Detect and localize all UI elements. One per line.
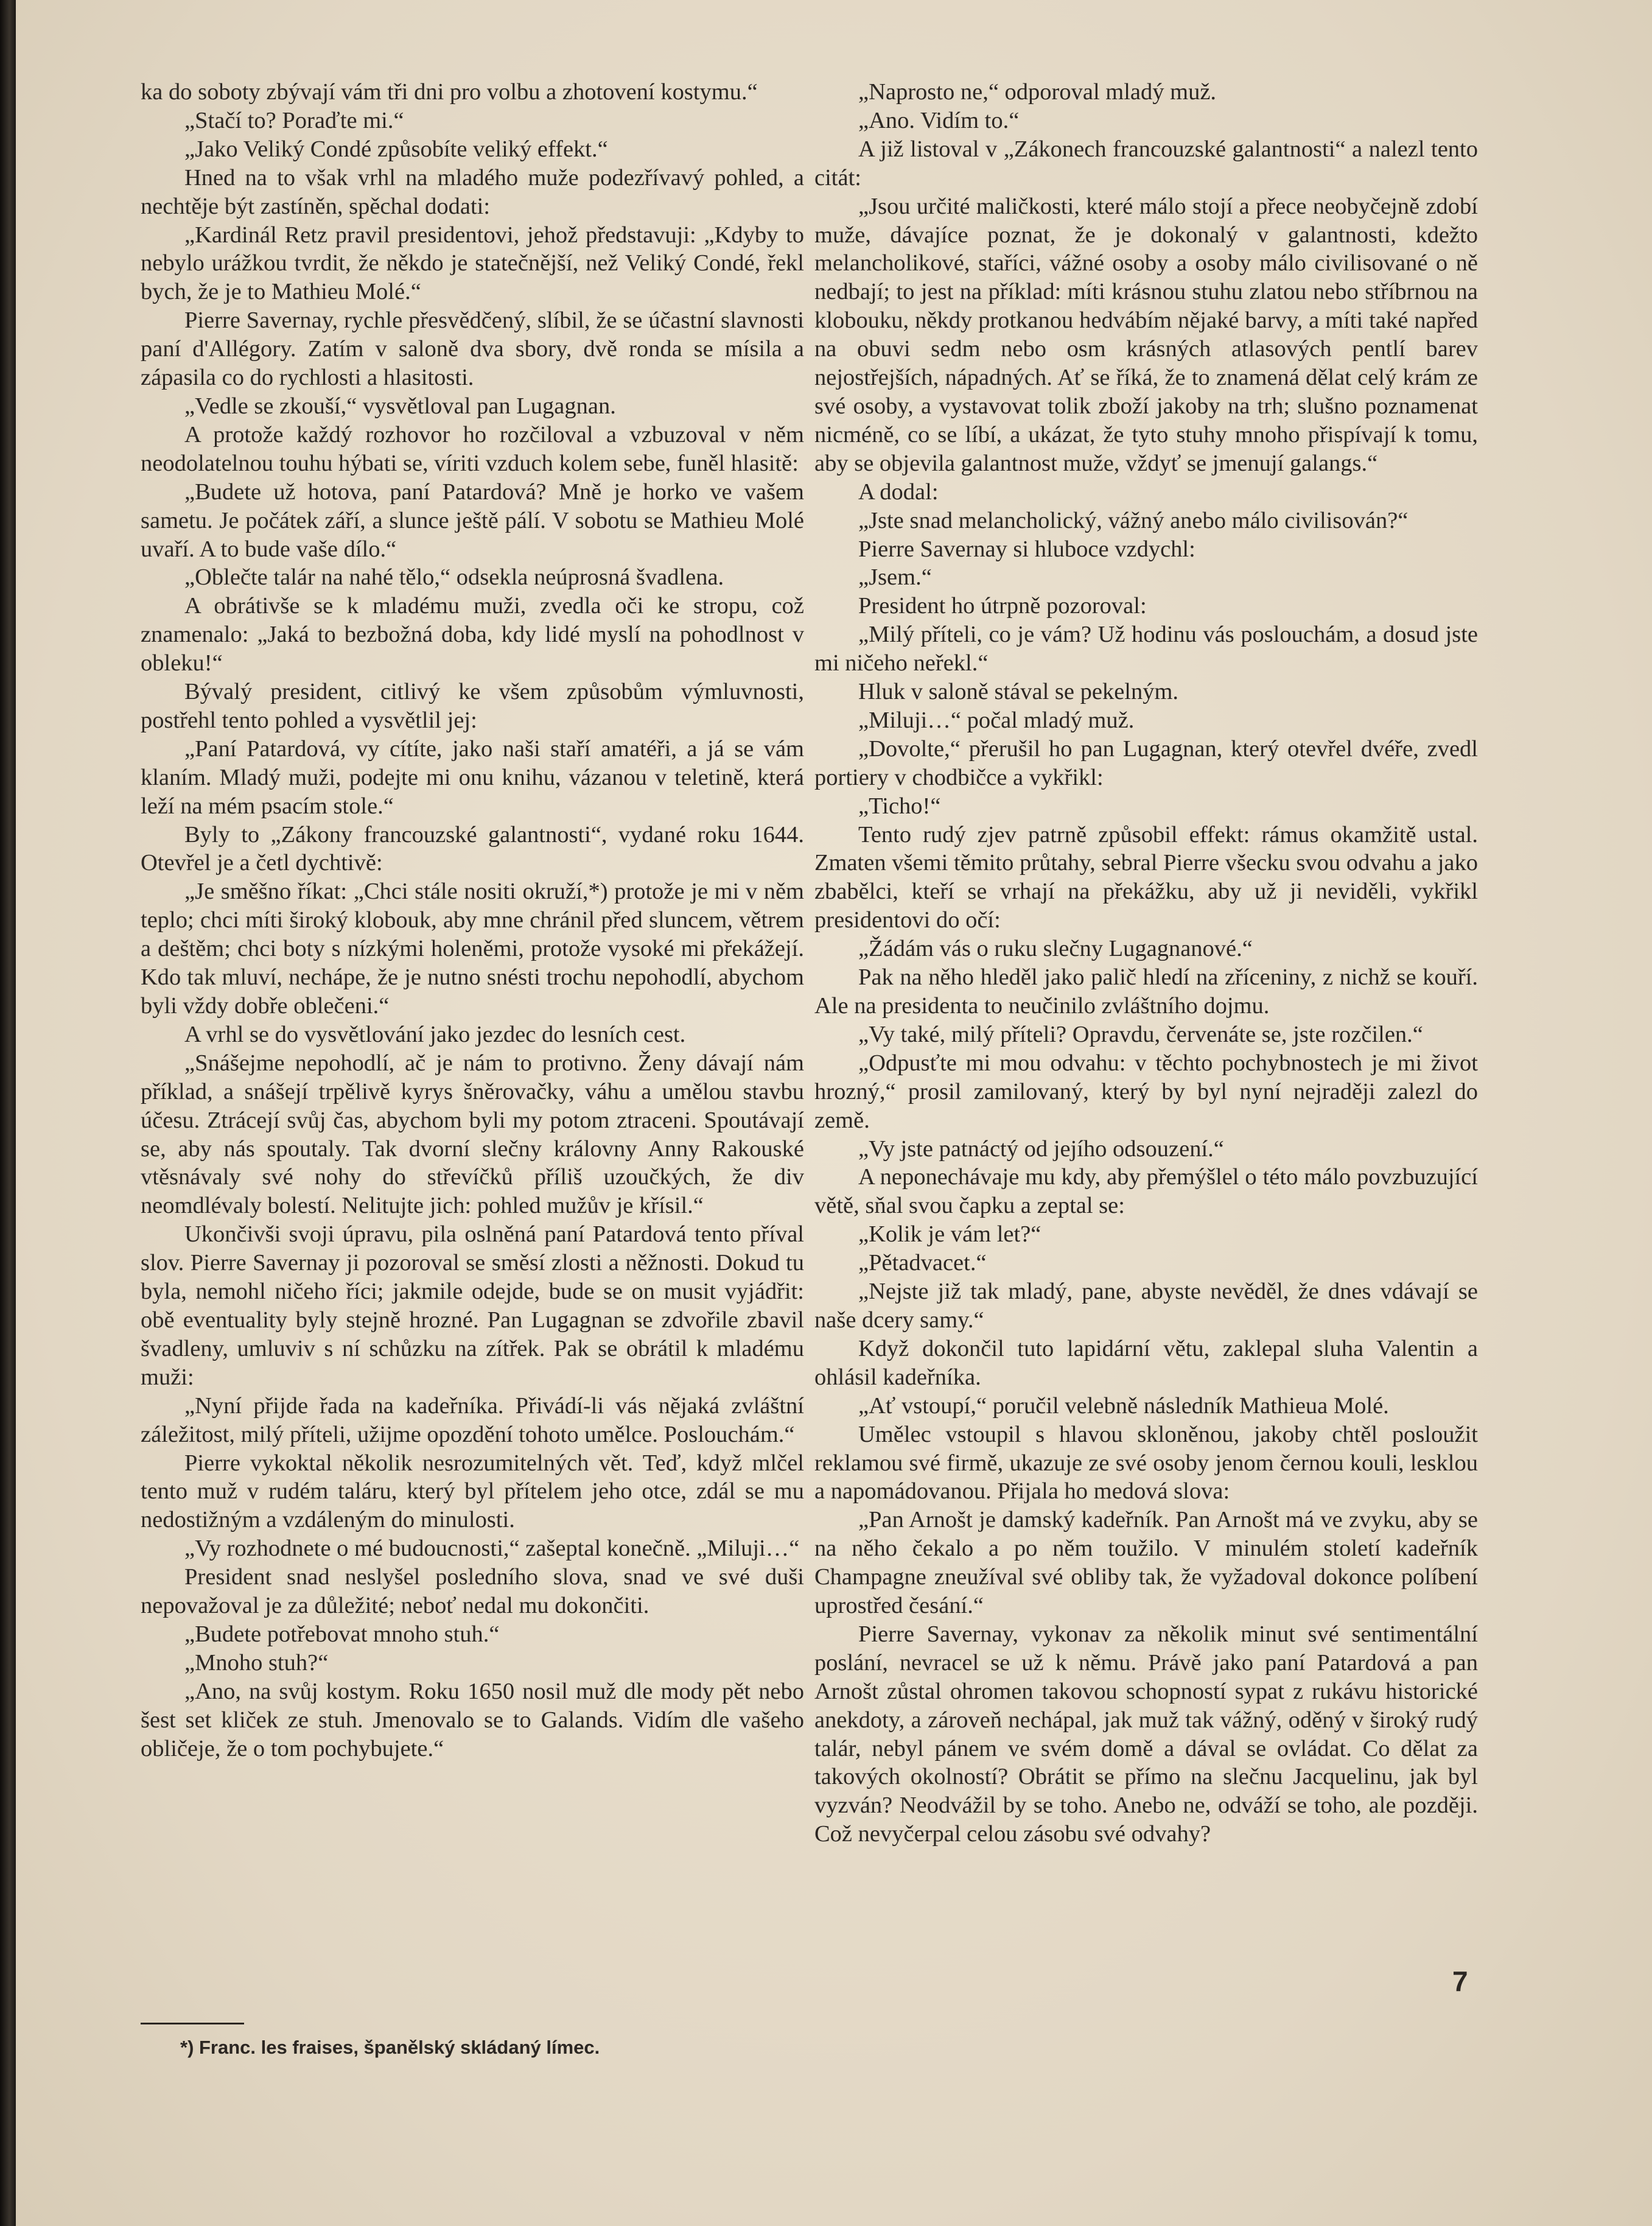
- paragraph: „Nyní přijde řada na kadeřníka. Přivádí-li vás nějaká zvláštní záležitost, milý příteli, užijme opozdění tohoto umělce. Poslouchám.“: [141, 1392, 804, 1447]
- paragraph: A neponechávaje mu kdy, aby přemýšlel o této málo povzbuzující větě, sňal svou čapku a zeptal se:: [814, 1164, 1478, 1219]
- paragraph: „Mnoho stuh?“: [184, 1649, 329, 1676]
- paragraph: „Vy také, milý příteli? Opravdu, červenáte se, jste rozčilen.“: [858, 1021, 1423, 1047]
- paragraph: „Vy jste patnáctý od jejího odsouzení.“: [858, 1136, 1224, 1162]
- paragraph: „Stačí to? Poraďte mi.“: [184, 107, 404, 133]
- paragraph: President ho útrpně pozoroval:: [858, 593, 1147, 619]
- paragraph: „Je směšno říkat: „Chci stále nositi okruží,*) protože je mi v něm teplo; chci míti široký klobouk, aby mne chránil před sluncem, větrem a deštěm; chci boty s nízkými holeněmi, protože vysoké mi překážejí. Kdo tak mluví, nechápe, že je nutno snésti trochu nepohodlí, abychom byli vždy dobře oblečeni.“: [141, 879, 804, 1019]
- footnote: *) Franc. les fraises, španělský skládaný límec.: [180, 2037, 600, 2058]
- paragraph: Umělec vstoupil s hlavou skloněnou, jakoby chtěl posloužit reklamou své firmě, ukazuje ze své osoby jenom černou kouli, lesklou a napomádovanou. Přijala ho medová slova:: [814, 1421, 1478, 1504]
- paragraph: „Pětadvacet.“: [858, 1250, 987, 1276]
- paragraph: „Žádám vás o ruku slečny Lugagnanové.“: [858, 936, 1253, 962]
- paragraph: Hned na to však vrhl na mladého muže podezřívavý pohled, a nechtěje být zastíněn, spěchal dodati:: [141, 164, 804, 219]
- paragraph: „Ano, na svůj kostym. Roku 1650 nosil muž dle mody pět nebo šest set kliček ze stuh. Jmenovalo se to Galands. Vidím dle vašeho obličeje, že o tom pochybujete.“: [141, 1678, 804, 1761]
- paragraph: „Nejste již tak mladý, pane, abyste nevěděl, že dnes vdávají se naše dcery samy.“: [814, 1279, 1478, 1333]
- page-number: 7: [1452, 1965, 1468, 1997]
- paragraph: „Kolik je vám let?“: [858, 1221, 1041, 1248]
- paragraph: Pierre Savernay si hluboce vzdychl:: [858, 536, 1195, 562]
- paragraph: Pierre Savernay, vykonav za několik minut své sentimentální poslání, nevracel se už k němu. Právě jako paní Patardová a pan Arnošt zůstal ohromen takovou schopností sypat z rukávu historické anekdoty, a zároveň nechápal, jak muž tak vážný, oděný v široký rudý talár, nebyl pánem ve svém domě a dával se ovládat. Co dělat za takových okolností? Obrátit se přímo na slečnu Jacquelinu, jak byl vyzván? Neodvážil by se toho. Anebo ne, odváží se toho, ale později. Což nevyčerpal celou zásobu své odvahy?: [814, 1621, 1478, 1847]
- book-page: [16, 0, 1652, 2226]
- paragraph: „Jako Veliký Condé způsobíte veliký effekt.“: [184, 136, 608, 162]
- paragraph: „Miluji…“ počal mladý muž.: [858, 707, 1135, 733]
- paragraph: Bývalý president, citlivý ke všem způsobům výmluvnosti, postřehl tento pohled a vysvětlil jej:: [141, 679, 804, 733]
- paragraph: Hluk v saloně stával se pekelným.: [858, 679, 1179, 705]
- paragraph: Tento rudý zjev patrně způsobil effekt: rámus okamžitě ustal. Zmaten všemi těmito průtahy, sebral Pierre všecku svou odvahu a jako zbabělci, kteří se vrhají na překážku, aby už ji neviděli, vykřikl presidentovi do očí:: [814, 821, 1478, 933]
- paragraph: „Oblečte talár na nahé tělo,“ odsekla neúprosná švadlena.: [184, 564, 724, 591]
- paragraph: Když dokončil tuto lapidární větu, zaklepal sluha Valentin a ohlásil kadeřníka.: [814, 1335, 1478, 1390]
- paragraph: „Paní Patardová, vy cítíte, jako naši staří amatéři, a já se vám klaním. Mladý muži, podejte mi onu knihu, vázanou v teletině, která leží na mém psacím stole.“: [141, 736, 804, 819]
- paragraph: A dodal:: [858, 479, 939, 505]
- footnote-rule: [141, 2023, 244, 2024]
- paragraph: „Kardinál Retz pravil presidentovi, jehož představuji: „Kdyby to nebylo urážkou tvrdit, že někdo je statečnější, než Veliký Condé, řekl bych, že je to Mathieu Molé.“: [141, 222, 804, 305]
- paragraph: President snad neslyšel posledního slova, snad ve své duši nepovažoval je za důležité; neboť nedal mu dokončiti.: [141, 1564, 804, 1619]
- paragraph: A obrátivše se k mladému muži, zvedla oči ke stropu, což znamenalo: „Jaká to bezbožná doba, kdy lidé myslí na pohodlnost v obleku!“: [141, 593, 804, 676]
- paragraph: Pierre Savernay, rychle přesvědčený, slíbil, že se účastní slavnosti paní d'Allégory. Zatím v saloně dva sbory, dvě ronda se mísila a zápasila co do rychlosti a hlasitosti.: [141, 307, 804, 391]
- paragraph: Pak na něho hleděl jako palič hledí na zříceniny, z nichž se kouří. Ale na presidenta to neučinilo zvláštního dojmu.: [814, 964, 1478, 1019]
- paragraph: A protože každý rozhovor ho rozčiloval a vzbuzoval v něm neodolatelnou touhu hýbati se, víriti vzduch kolem sebe, funěl hlasitě:: [141, 421, 804, 476]
- paragraph: „Ticho!“: [858, 793, 941, 819]
- paragraph: „Budete už hotova, paní Patardová? Mně je horko ve vašem sametu. Je počátek září, a slunce ještě pálí. V sobotu se Mathieu Molé uvaří. A to bude vaše dílo.“: [141, 479, 804, 562]
- paragraph: Ukončivši svoji úpravu, pila oslněná paní Patardová tento příval slov. Pierre Savernay ji pozoroval se směsí zlosti a něžnosti. Dokud tu byla, nemohl ničeho říci; jakmile odejde, bude se on musit vyjádřit: obě eventuality byly stejně hrozné. Pan Lugagnan se zdvořile zbavil švadleny, umluviv s ní schůzku na zítřek. Pak se obrátil k mladému muži:: [141, 1221, 804, 1390]
- paragraph: „Jsou určité maličkosti, které málo stojí a přece neobyčejně zdobí muže, dávajíce poznat, že je dokonalý v galantnosti, kdežto melancholikové, staříci, vážné osoby a osoby málo civilisované o ně nedbají; to jest na příklad: míti krásnou stuhu zlatou nebo stříbrnou na klobouku, někdy protkanou hedvábím nějaké barvy, a míti také napřed na obuvi sedm nebo osm krásných atlasových pentlí barev nejostřejších, nápadných. Ať se říká, že to znamená dělat celý krám ze své osoby, a vystavovat tolik zboží jakoby na trh; slušno poznamenat nicméně, co se líbí, a ukázat, že tyto stuhy mnoho přispívají k tomu, aby se objevila galantnost muže, vždyť se jmenují galangs.“: [814, 193, 1478, 476]
- paragraph: „Vy rozhodnete o mé budoucnosti,“ zašeptal konečně. „Miluji…“: [184, 1536, 800, 1562]
- paragraph: „Snášejme nepohodlí, ač je nám to protivno. Ženy dávají nám příklad, a snášejí trpělivě kyrys šněrovačky, váhu a umělou stavbu účesu. Ztrácejí svůj čas, abychom byli my potom ztraceni. Spoutávají se, aby nás spoutaly. Tak dvorní slečny královny Anny Rakouské vtěsnávaly své nohy do střevíčků příliš uzoučkých, že div neomdlévaly bolestí. Nelitujte jich: pohled mužův je křísil.“: [141, 1050, 804, 1219]
- paragraph: „Jsem.“: [858, 564, 932, 591]
- book-binding-edge: [0, 0, 16, 2226]
- paragraph: ka do soboty zbývají vám tři dni pro volbu a zhotovení kostymu.“: [141, 79, 758, 105]
- paragraph: „Pan Arnošt je damský kadeřník. Pan Arnošt má ve zvyku, aby se na něho čekalo a po něm toužilo. V minulém století kadeřník Champagne zneužíval své obliby tak, že vyžadoval dokonce políbení uprostřed česání.“: [814, 1507, 1478, 1619]
- paragraph: A již listoval v „Zákonech francouzské galantnosti“ a nalezl tento citát:: [814, 136, 1478, 191]
- paragraph: „Ať vstoupí,“ poručil velebně následník Mathieua Molé.: [858, 1392, 1389, 1419]
- paragraph: „Dovolte,“ přerušil ho pan Lugagnan, který otevřel dvéře, zvedl portiery v chodbičce a vykřikl:: [814, 736, 1478, 790]
- right-text-column: [814, 78, 1478, 1849]
- paragraph: Byly to „Zákony francouzské galantnosti“, vydané roku 1644. Otevřel je a četl dychtivě:: [141, 821, 804, 876]
- paragraph: „Ano. Vidím to.“: [858, 107, 1020, 133]
- paragraph: „Budete potřebovat mnoho stuh.“: [184, 1621, 500, 1647]
- paragraph: Pierre vykoktal několik nesrozumitelných vět. Teď, když mlčel tento muž v rudém taláru, který byl přítelem jeho otce, zdál se mu nedostižným a vzdáleným do minulosti.: [141, 1450, 804, 1533]
- paragraph: „Odpusťte mi mou odvahu: v těchto pochybnostech je mi život hrozný,“ prosil zamilovaný, který by byl nyní nejraději zalezl do země.: [814, 1050, 1478, 1133]
- paragraph: „Jste snad melancholický, vážný anebo málo civilisován?“: [858, 507, 1409, 533]
- left-text-column: [141, 78, 804, 1763]
- paragraph: A vrhl se do vysvětlování jako jezdec do lesních cest.: [184, 1021, 686, 1047]
- paragraph: „Naprosto ne,“ odporoval mladý muž.: [858, 79, 1217, 105]
- paragraph: „Vedle se zkouší,“ vysvětloval pan Lugagnan.: [184, 393, 616, 419]
- paragraph: „Milý příteli, co je vám? Už hodinu vás poslouchám, a dosud jste mi ničeho neřekl.“: [814, 622, 1478, 676]
